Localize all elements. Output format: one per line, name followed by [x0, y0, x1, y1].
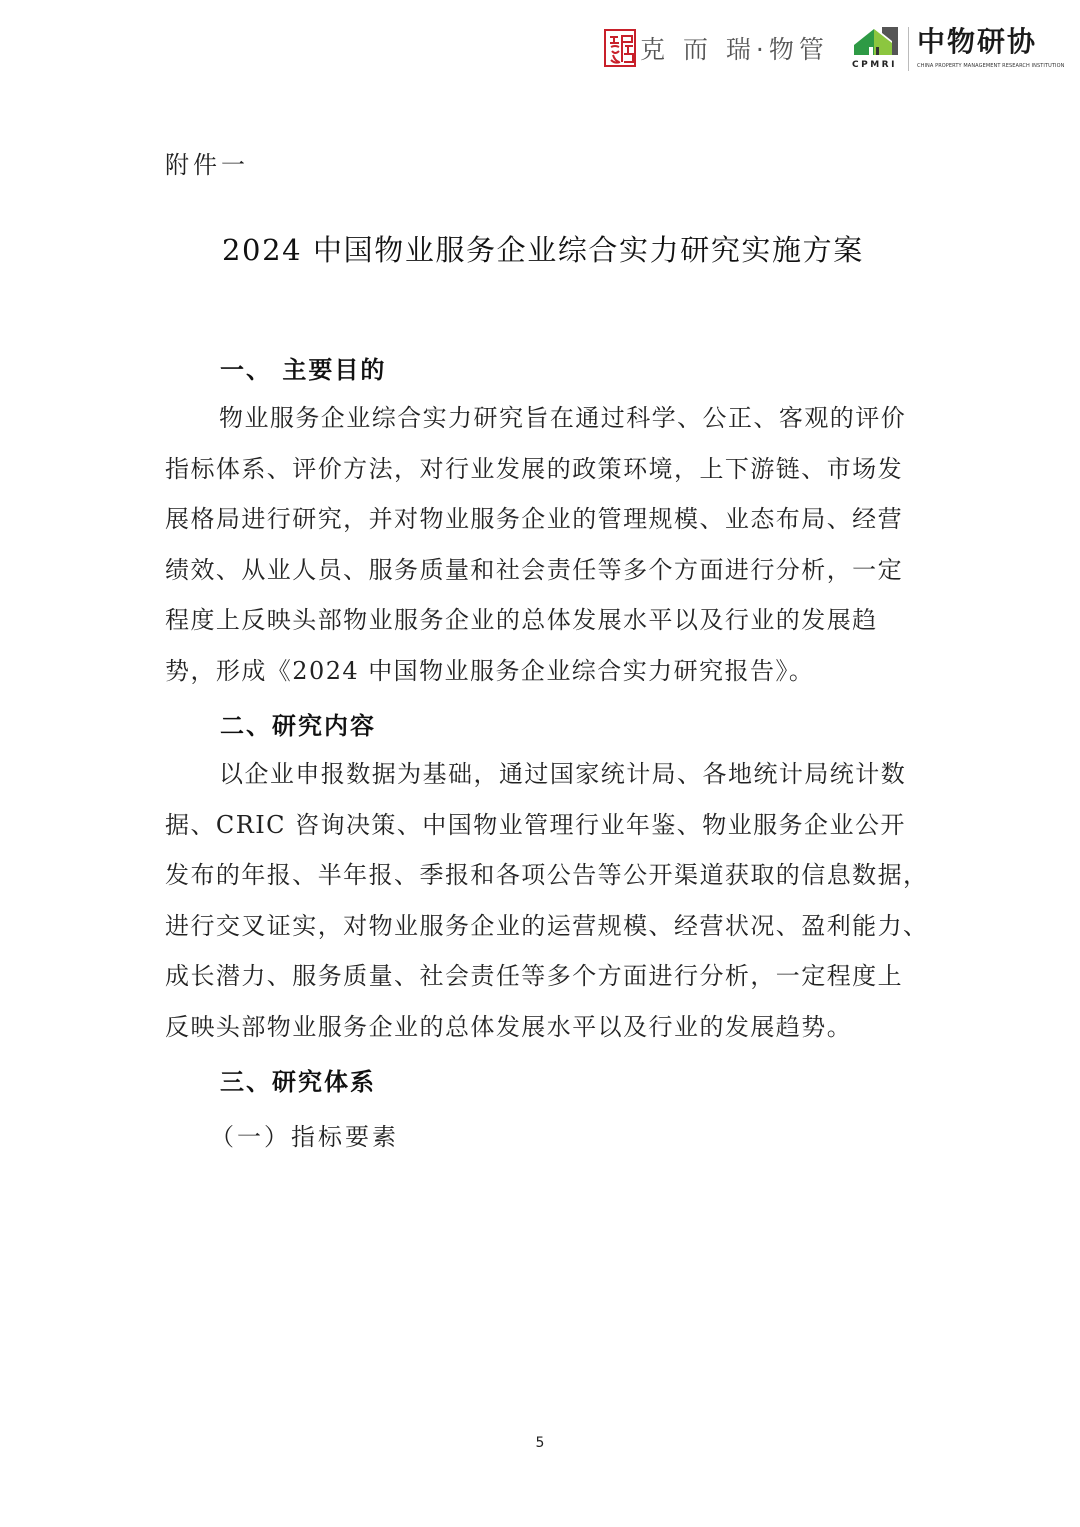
paragraph-line: 程度上反映头部物业服务企业的总体发展水平以及行业的发展趋: [165, 606, 878, 634]
section-heading-purpose: 一、 主要目的: [220, 356, 387, 384]
paragraph-line: 势，形成《2024 中国物业服务企业综合实力研究报告》。: [165, 656, 815, 685]
page-header: [604, 22, 1065, 74]
cpmri-subtitle: CHINA PROPERTY MANAGEMENT RESEARCH INSTITUTION: [917, 63, 1065, 69]
paragraph-line: 据、CRIC 咨询决策、中国物业管理行业年鉴、物业服务企业公开: [165, 810, 906, 839]
paragraph-line: 以企业申报数据为基础，通过国家统计局、各地统计局统计数: [219, 760, 907, 788]
kerui-logo: [604, 28, 829, 68]
paragraph-line: 物业服务企业综合实力研究旨在通过科学、公正、客观的评价: [219, 404, 907, 432]
section-body-content: [165, 749, 945, 1052]
paragraph-line: 绩效、从业人员、服务质量和社会责任等多个方面进行分析，一定: [165, 555, 904, 584]
cpmri-house-icon: [852, 25, 902, 71]
attachment-label: 附件一: [165, 151, 249, 179]
kerui-seal-icon: [604, 29, 636, 67]
kerui-logo-text: 克 而 瑞·物管: [640, 35, 829, 64]
paragraph-line: 进行交叉证实，对物业服务企业的运营规模、经营状况、盈利能力、: [165, 911, 929, 940]
section-heading-system: 三、研究体系: [220, 1068, 376, 1096]
paragraph-line: 反映头部物业服务企业的总体发展水平以及行业的发展趋势。: [165, 1012, 853, 1041]
logo-divider: [908, 27, 909, 71]
paragraph-line: 展格局进行研究，并对物业服务企业的管理规模、业态布局、经营: [165, 505, 904, 533]
cpmri-logo: [852, 25, 1064, 71]
cpmri-name: 中物研协: [917, 25, 1038, 58]
paragraph-line: 成长潜力、服务质量、社会责任等多个方面进行分析，一定程度上: [165, 962, 904, 990]
cpmri-abbr: CPMRI: [852, 60, 897, 70]
section-heading-content: 二、研究内容: [220, 712, 376, 740]
page-number: 5: [535, 1435, 545, 1451]
section-body-purpose: [165, 393, 945, 696]
document-title: 2024 中国物业服务企业综合实力研究实施方案: [222, 233, 864, 267]
paragraph-line: 发布的年报、半年报、季报和各项公告等公开渠道获取的信息数据，: [165, 861, 929, 889]
subsection-heading-indicators: （一）指标要素: [210, 1123, 399, 1151]
paragraph-line: 指标体系、评价方法，对行业发展的政策环境，上下游链、市场发: [165, 454, 904, 483]
